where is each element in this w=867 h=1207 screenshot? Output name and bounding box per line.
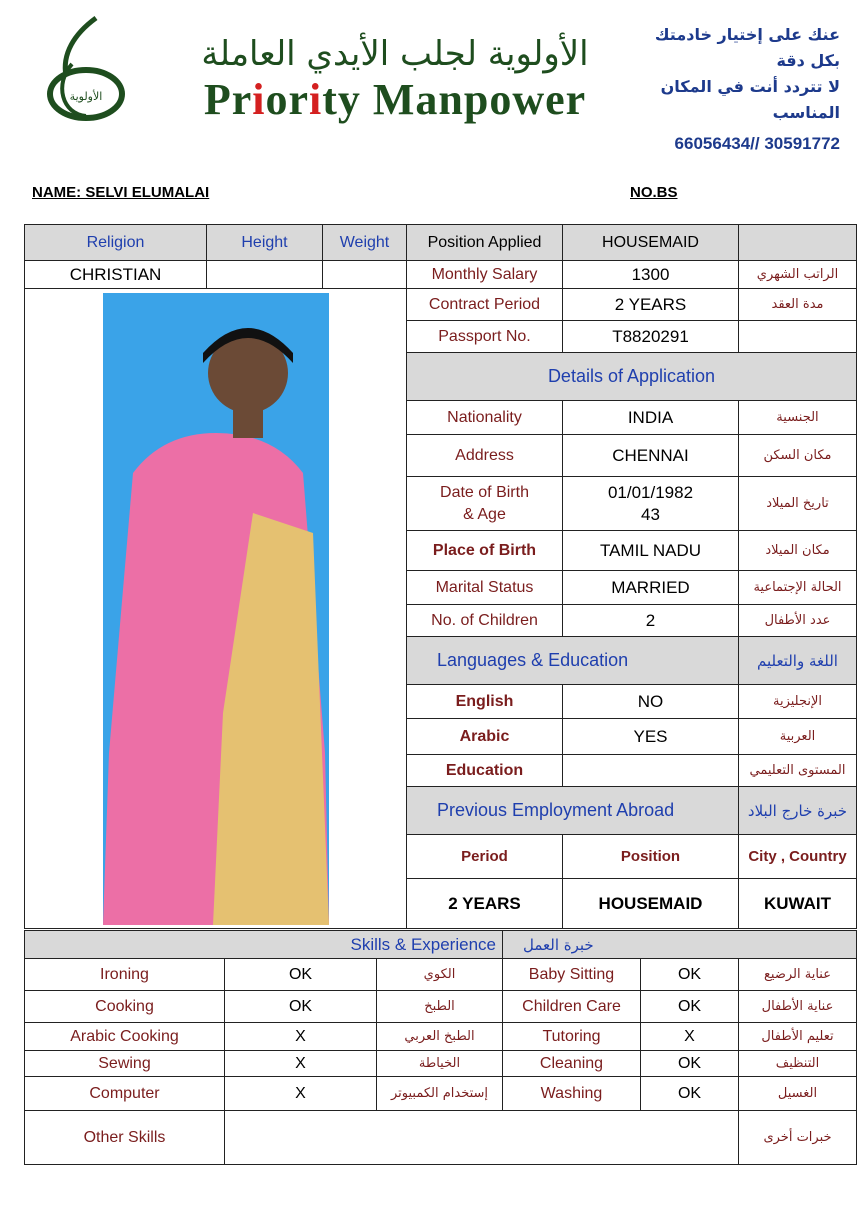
skills-table (24, 930, 857, 1165)
employment-period-header: Period (407, 835, 563, 879)
skill-label: Washing (503, 1077, 641, 1111)
candidate-photo-illustration (103, 293, 329, 925)
english-value: NO (563, 685, 739, 719)
skill-value: OK (225, 991, 377, 1023)
other-skills-label: Other Skills (25, 1111, 225, 1165)
marital-ar: الحالة الإجتماعية (739, 571, 857, 605)
emblem-text: الأولوية (69, 90, 103, 103)
position-applied-ar (739, 225, 857, 261)
arabic-ar: العربية (739, 719, 857, 755)
english-ar: الإنجليزية (739, 685, 857, 719)
pob-ar: مكان الميلاد (739, 531, 857, 571)
pob-label: Place of Birth (407, 531, 563, 571)
languages-heading: Languages & Education (407, 637, 739, 685)
phone-numbers: 66056434// 30591772 (674, 134, 840, 153)
skill-label: Sewing (25, 1051, 225, 1077)
candidate-photo (103, 293, 329, 925)
skill-ar: الكوي (377, 959, 503, 991)
dob-ar: تاريخ الميلاد (739, 477, 857, 531)
nationality-label: Nationality (407, 401, 563, 435)
skill-value: OK (641, 1077, 739, 1111)
salary-ar: الراتب الشهري (739, 261, 857, 289)
other-skills-value (225, 1111, 739, 1165)
skills-heading-ar: خبرة العمل (503, 931, 857, 959)
skill-label: Cleaning (503, 1051, 641, 1077)
skill-value: X (225, 1023, 377, 1051)
dob-label-line2: & Age (463, 505, 506, 523)
skill-value: OK (225, 959, 377, 991)
contract-ar: مدة العقد (739, 289, 857, 321)
english-label: English (407, 685, 563, 719)
employment-position-header: Position (563, 835, 739, 879)
skill-label: Cooking (25, 991, 225, 1023)
dob-label-line1: Date of Birth (440, 483, 529, 501)
religion-value: CHRISTIAN (25, 261, 207, 289)
tagline (640, 22, 840, 126)
skill-ar: تعليم الأطفال (739, 1023, 857, 1051)
skill-ar: الغسيل (739, 1077, 857, 1111)
nationality-value: INDIA (563, 401, 739, 435)
application-table (24, 224, 857, 929)
skill-ar: الطبخ العربي (377, 1023, 503, 1051)
skill-value: X (225, 1077, 377, 1111)
languages-heading-ar: اللغة والتعليم (739, 637, 857, 685)
skill-row (25, 1077, 857, 1111)
address-label: Address (407, 435, 563, 477)
skill-ar: عناية الأطفال (739, 991, 857, 1023)
skill-ar: الطبخ (377, 991, 503, 1023)
dob-age: 43 (641, 504, 660, 524)
skill-row (25, 1051, 857, 1077)
weight-header: Weight (323, 225, 407, 261)
position-applied-value: HOUSEMAID (563, 225, 739, 261)
address-value: CHENNAI (563, 435, 739, 477)
skill-label: Tutoring (503, 1023, 641, 1051)
skill-ar: الخياطة (377, 1051, 503, 1077)
passport-ar (739, 321, 857, 353)
address-ar: مكان السكن (739, 435, 857, 477)
nationality-ar: الجنسية (739, 401, 857, 435)
skill-value: X (641, 1023, 739, 1051)
arabic-label: Arabic (407, 719, 563, 755)
skill-ar: التنظيف (739, 1051, 857, 1077)
children-ar: عدد الأطفال (739, 605, 857, 637)
dob-date: 01/01/1982 (607, 482, 694, 502)
passport-label: Passport No. (407, 321, 563, 353)
skills-heading: Skills & Experience (25, 931, 503, 959)
brand-arabic: الأولوية لجلب الأيدي العاملة (201, 34, 589, 74)
contract-value: 2 YEARS (563, 289, 739, 321)
arabic-value: YES (563, 719, 739, 755)
skill-value: OK (641, 959, 739, 991)
photo-cell (25, 289, 407, 929)
dob-label (407, 477, 563, 531)
skill-label: Children Care (503, 991, 641, 1023)
education-label: Education (407, 755, 563, 787)
marital-label: Marital Status (407, 571, 563, 605)
candidate-name: NAME: SELVI ELUMALAI (32, 184, 210, 201)
weight-value (323, 261, 407, 289)
religion-header: Religion (25, 225, 207, 261)
tagline-line-1: عنك على إختيار خادمتك بكل دقة (654, 25, 840, 70)
employment-position-value: HOUSEMAID (563, 879, 739, 929)
candidate-number: NO.BS (630, 184, 678, 201)
passport-value: T8820291 (563, 321, 739, 353)
skill-label: Arabic Cooking (25, 1023, 225, 1051)
skill-ar: إستخدام الكمبيوتر (377, 1077, 503, 1111)
skill-label: Baby Sitting (503, 959, 641, 991)
position-applied-label: Position Applied (407, 225, 563, 261)
details-of-application-heading: Details of Application (407, 353, 857, 401)
height-value (207, 261, 323, 289)
height-header: Height (207, 225, 323, 261)
skill-value: X (225, 1051, 377, 1077)
skill-ar: عناية الرضيع (739, 959, 857, 991)
employment-location-value: KUWAIT (739, 879, 857, 929)
employment-location-header: City , Country (739, 835, 857, 879)
dob-value (563, 477, 739, 531)
other-skills-ar: خبرات أخرى (739, 1111, 857, 1165)
salary-label: Monthly Salary (407, 261, 563, 289)
employment-heading: Previous Employment Abroad (407, 787, 739, 835)
marital-value: MARRIED (563, 571, 739, 605)
company-emblem-logo (44, 14, 128, 122)
children-label: No. of Children (407, 605, 563, 637)
children-value: 2 (563, 605, 739, 637)
skill-row (25, 1023, 857, 1051)
brand-english: Priority Manpower (203, 75, 587, 124)
skill-value: OK (641, 991, 739, 1023)
skill-row (25, 959, 857, 991)
skill-label: Ironing (25, 959, 225, 991)
employment-heading-ar: خبرة خارج البلاد (739, 787, 857, 835)
skill-value: OK (641, 1051, 739, 1077)
skill-label: Computer (25, 1077, 225, 1111)
tagline-line-2: لا تتردد أنت في المكان المناسب (660, 77, 840, 122)
skill-row (25, 991, 857, 1023)
contract-label: Contract Period (407, 289, 563, 321)
education-ar: المستوى التعليمي (739, 755, 857, 787)
education-value (563, 755, 739, 787)
pob-value: TAMIL NADU (563, 531, 739, 571)
employment-period-value: 2 YEARS (407, 879, 563, 929)
salary-value: 1300 (563, 261, 739, 289)
